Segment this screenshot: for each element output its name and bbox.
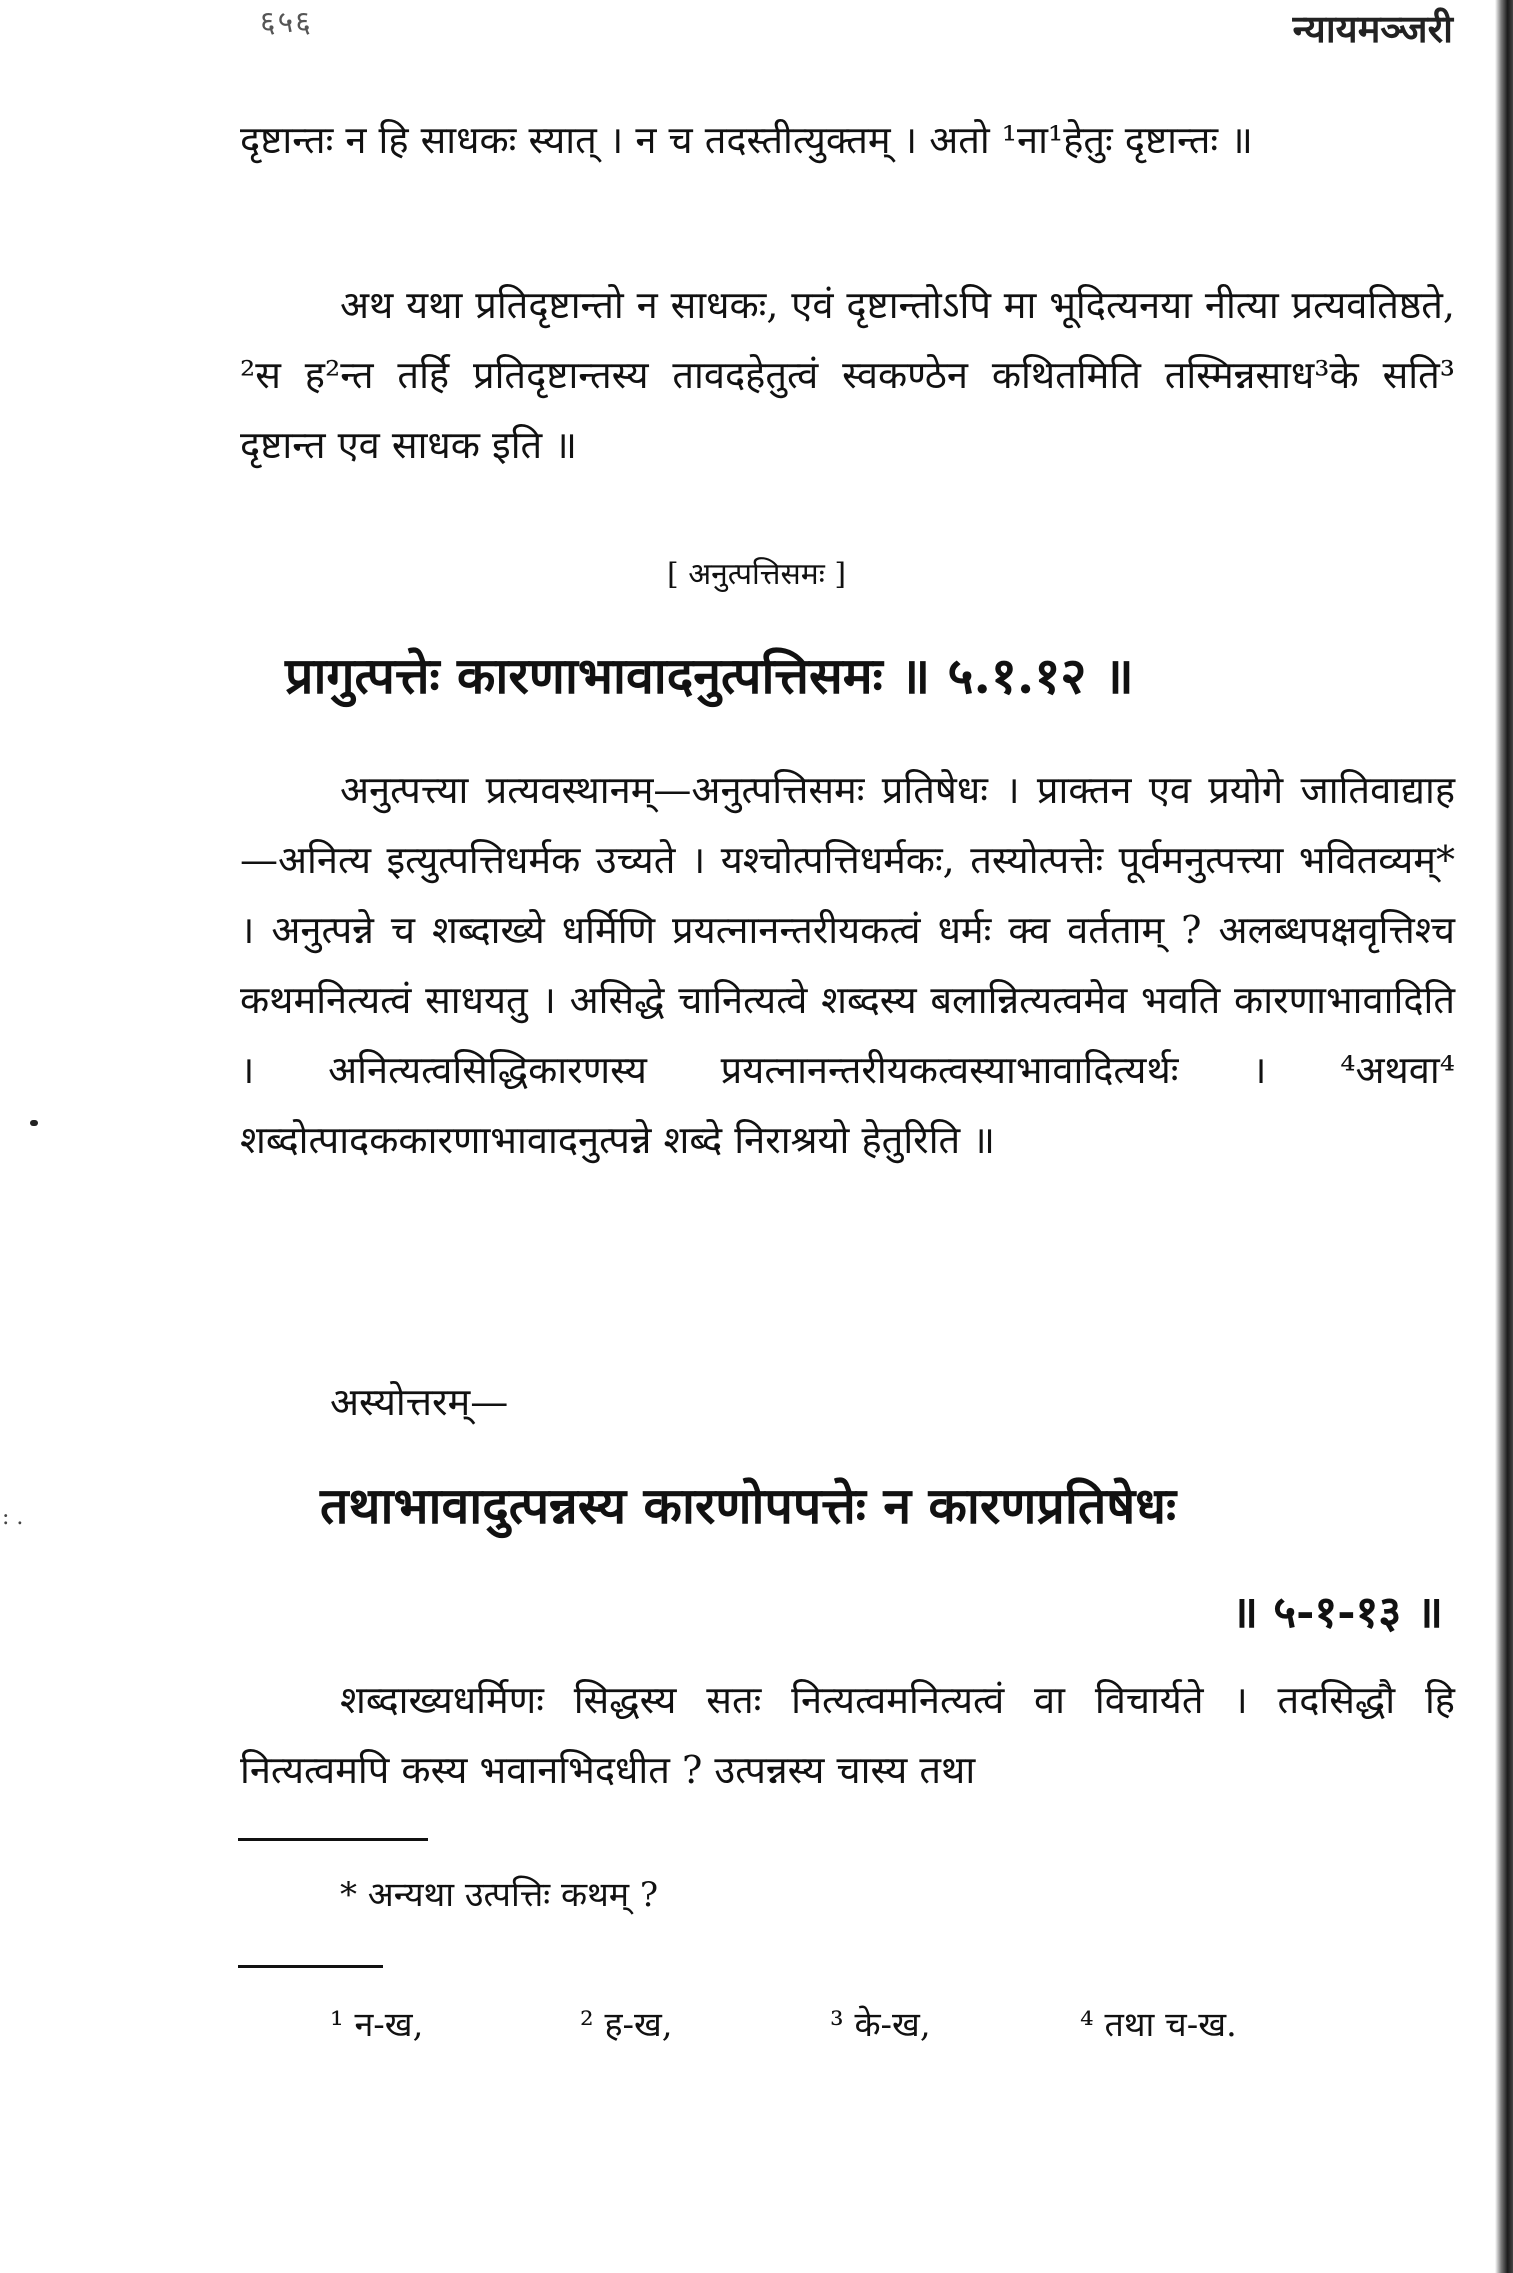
scan-speck [30,1120,38,1126]
running-title: न्यायमञ्जरी [1292,6,1453,51]
variant-1: ¹ न-ख, [330,2005,424,2045]
paragraph-2: अथ यथा प्रतिदृष्टान्तो न साधकः, एवं दृष्टान्तोऽपि मा भूदित्यनया नीत्या प्रत्यवतिष्ठते, ²स ह²न्त तर्हि प्रतिदृष्टान्तस्य तावदहेतुत्वं स्वकण्ठेन कथितमिति तस्मिन्नसाध³के सति³ दृष्टान्त एव साधक इति ॥ [240,283,1455,467]
paragraph-2-block [240,270,1455,480]
paragraph-3-block [240,755,1455,1175]
book-spine-shadow [1495,0,1513,2273]
paragraph-4-block [240,1665,1455,1805]
paragraph-1: दृष्टान्तः न हि साधकः स्यात् । न च तदस्तीत्युक्तम् । अतो ¹ना¹हेतुः दृष्टान्तः ॥ [240,118,1253,162]
sutra-5-1-13-number: ॥ ५-१-१३ ॥ [1231,1587,1443,1638]
variant-readings [330,2000,1330,2046]
page-number: ६५६ [260,5,313,40]
paragraph-4: शब्दाख्यधर्मिणः सिद्धस्य सतः नित्यत्वमनित्यत्वं वा विचार्यते । तदसिद्धौ हि नित्यत्वमपि कस्य भवानभिदधीत ? उत्पन्नस्य चास्य तथा [240,1678,1455,1792]
section-heading: [ अनुत्पत्तिसमः ] [666,557,847,592]
variant-4: ⁴ तथा च-ख. [1080,2005,1237,2045]
footnote-rule-2 [238,1965,383,1968]
footnote-rule-1 [238,1838,428,1841]
answer-intro: अस्योत्तरम्— [330,1380,509,1424]
paragraph-3: अनुत्पत्त्या प्रत्यवस्थानम्—अनुत्पत्तिसमः प्रतिषेधः । प्राक्तन एव प्रयोगे जातिवाद्याह—अनित्य इत्युत्पत्तिधर्मक उच्यते । यश्चोत्पत्तिधर्मकः, तस्योत्पत्तेः पूर्वमनुत्पत्त्या भवितव्यम्* । अनुत्पन्ने च शब्दाख्ये धर्मिणि प्रयत्नानन्तरीयकत्वं धर्मः क्व वर्तताम् ? अलब्धपक्षवृत्तिश्च कथमनित्यत्वं साधयतु । असिद्धे चानित्यत्वे शब्दस्य बलान्नित्यत्वमेव भवति कारणाभावादिति । अनित्यत्वसिद्धिकारणस्य प्रयत्नानन्तरीयकत्वस्याभावादित्यर्थः । ⁴अथवा⁴ शब्दोत्पादककारणाभावादनुत्पन्ने शब्दे निराश्रयो हेतुरिति ॥ [240,768,1455,1162]
sutra-5-1-12: प्रागुत्पत्तेः कारणाभावादनुत्पत्तिसमः ॥ ५.१.१२ ॥ [285,646,1134,705]
variant-3: ³ के-ख, [830,2005,931,2045]
sutra-5-1-13: तथाभावादुत्पन्नस्य कारणोपपत्तेः न कारणप्रतिषेधः [320,1476,1177,1535]
footnote-star: * अन्यथा उत्पत्तिः कथम् ? [340,1875,659,1915]
scan-mark: : . [2,1505,24,1530]
variant-2: ² ह-ख, [580,2005,673,2045]
paragraph-1-block [240,105,1455,175]
